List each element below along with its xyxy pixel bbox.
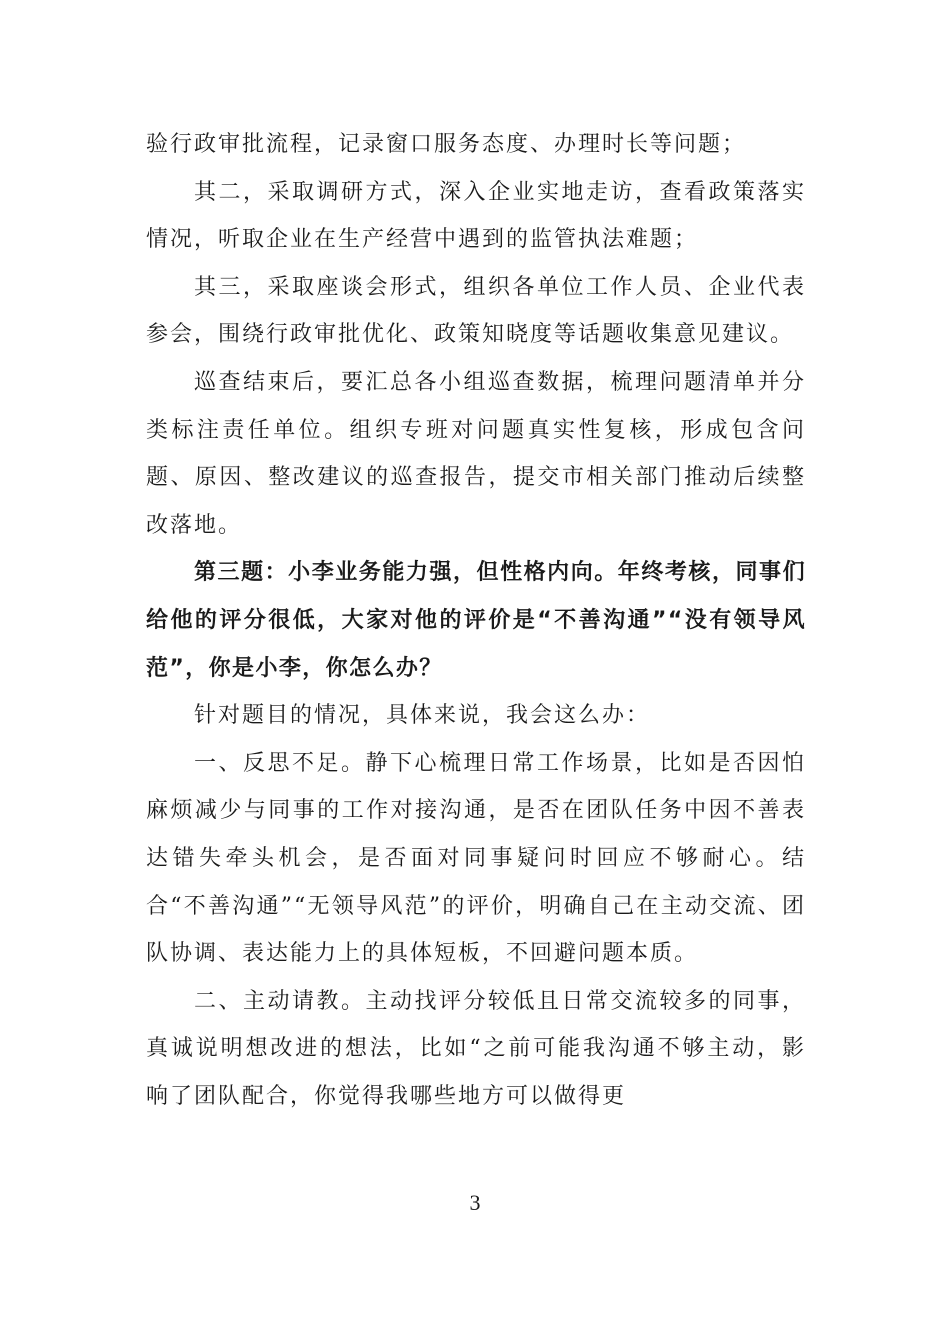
paragraph-3: 其三，采取座谈会形式，组织各单位工作人员、企业代表参会，围绕行政审批优化、政策知晓度等话题收集意见建议。: [146, 274, 806, 348]
question-heading: 第三题：小李业务能力强，但性格内向。年终考核，同事们给他的评分很低，大家对他的评价是“不善沟通”“没有领导风范”，你是小李，你怎么办？: [146, 560, 806, 681]
paragraph-4: 巡查结束后，要汇总各小组巡查数据，梳理问题清单并分类标注责任单位。组织专班对问题真实性复核，形成包含问题、原因、整改建议的巡查报告，提交市相关部门推动后续整改落地。: [146, 369, 806, 538]
paragraph-8: 二、主动请教。主动找评分较低且日常交流较多的同事，真诚说明想改进的想法，比如“之前可能我沟通不够主动，影响了团队配合，你觉得我哪些地方可以做得更: [146, 988, 806, 1109]
paragraph-1: 验行政审批流程，记录窗口服务态度、办理时长等问题；: [146, 132, 747, 157]
body-text: [146, 121, 806, 1120]
paragraph-2: 其二，采取调研方式，深入企业实地走访，查看政策落实情况，听取企业在生产经营中遇到的监管执法难题；: [146, 179, 806, 253]
page-number: 3: [469, 1190, 481, 1215]
paragraph-7: 一、反思不足。静下心梳理日常工作场景，比如是否因怕麻烦减少与同事的工作对接沟通，是否在团队任务中因不善表达错失牵头机会，是否面对同事疑问时回应不够耐心。结合“不善沟通”“无领导风范”的评价，明确自己在主动交流、团队协调、表达能力上的具体短板，不回避问题本质。: [146, 750, 806, 967]
paragraph-6: 针对题目的情况，具体来说，我会这么办：: [194, 703, 651, 729]
